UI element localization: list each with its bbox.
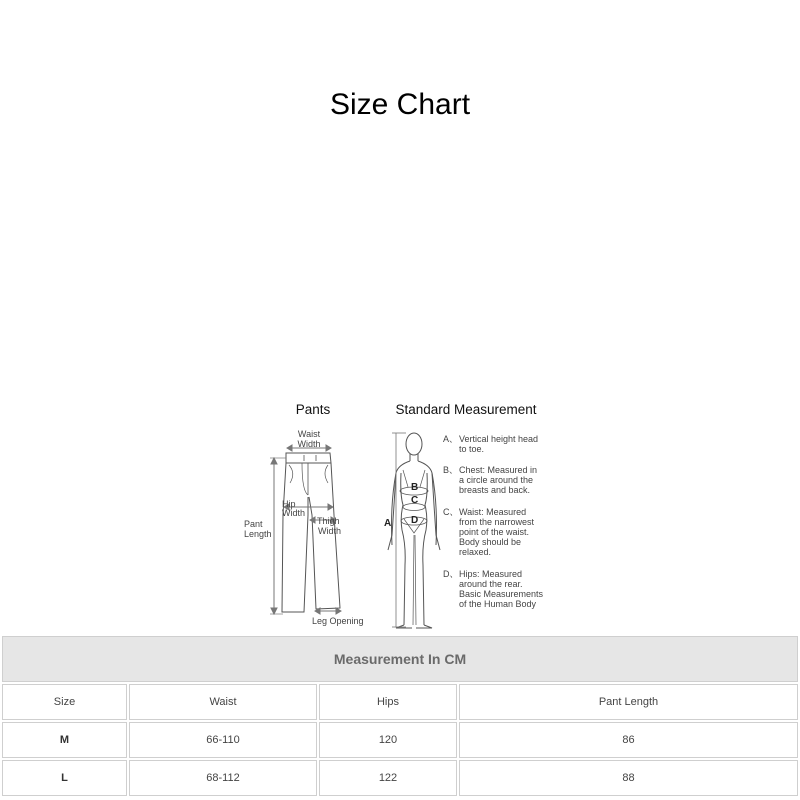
note-d-line: Hips: Measured xyxy=(459,569,523,579)
page-title: Size Chart xyxy=(329,88,471,121)
note-b-key: B、 xyxy=(443,465,459,475)
pants-heading: Pants xyxy=(295,402,331,417)
standard-heading: Standard Measurement xyxy=(395,402,537,417)
note-c-line: from the narrowest xyxy=(459,517,535,527)
note-a-line: Vertical height head xyxy=(459,434,539,444)
table-header-row xyxy=(2,684,798,720)
waist-width-label-1: Waist xyxy=(297,429,321,439)
pant-length-cell: 86 xyxy=(459,722,798,758)
size-cell: L xyxy=(2,760,127,796)
measurement-diagram xyxy=(230,395,570,635)
marker-d: D xyxy=(411,515,419,526)
note-d-line: around the rear. xyxy=(459,579,523,589)
header-size: Size xyxy=(2,684,127,720)
note-c-key: C、 xyxy=(443,507,459,517)
header-hips: Hips xyxy=(319,684,457,720)
pant-length-label-1: Pant xyxy=(244,519,263,529)
hip-width-label-2: Width xyxy=(282,508,306,518)
thigh-width-label-2: Width xyxy=(318,526,342,536)
waist-cell: 68-112 xyxy=(129,760,317,796)
thigh-width-label-1: Thigh xyxy=(317,516,340,526)
leg-opening-label: Leg Opening xyxy=(312,616,364,626)
size-cell: M xyxy=(2,722,127,758)
note-c-line: Body should be xyxy=(459,537,522,547)
body-figure xyxy=(388,433,440,628)
header-pant-length: Pant Length xyxy=(459,684,798,720)
note-b-line: Chest: Measured in xyxy=(459,465,538,475)
header-waist: Waist xyxy=(129,684,317,720)
waist-width-label-2: Width xyxy=(297,439,321,449)
marker-a: A xyxy=(384,518,392,529)
note-c-line: Waist: Measured xyxy=(459,507,527,517)
table-row xyxy=(2,760,798,796)
note-a-line: to toe. xyxy=(459,444,485,454)
size-table xyxy=(0,634,800,798)
table-caption: Measurement In CM xyxy=(2,636,798,682)
hip-width-label-1: Hip xyxy=(282,499,296,509)
note-a-key: A、 xyxy=(443,434,459,444)
marker-c: C xyxy=(411,495,419,506)
note-d-line: of the Human Body xyxy=(459,599,537,609)
measurement-notes xyxy=(443,434,544,609)
marker-b: B xyxy=(411,482,419,493)
note-d-line: Basic Measurements xyxy=(459,589,544,599)
pant-length-cell: 88 xyxy=(459,760,798,796)
diagram-svg xyxy=(230,395,570,635)
waist-cell: 66-110 xyxy=(129,722,317,758)
pant-length-label-2: Length xyxy=(244,529,272,539)
note-c-line: point of the waist. xyxy=(459,527,530,537)
hips-cell: 120 xyxy=(319,722,457,758)
note-d-key: D、 xyxy=(443,569,459,579)
table-row xyxy=(2,722,798,758)
note-c-line: relaxed. xyxy=(459,547,492,557)
hips-cell: 122 xyxy=(319,760,457,796)
note-b-line: breasts and back. xyxy=(459,485,531,495)
note-b-line: a circle around the xyxy=(459,475,534,485)
